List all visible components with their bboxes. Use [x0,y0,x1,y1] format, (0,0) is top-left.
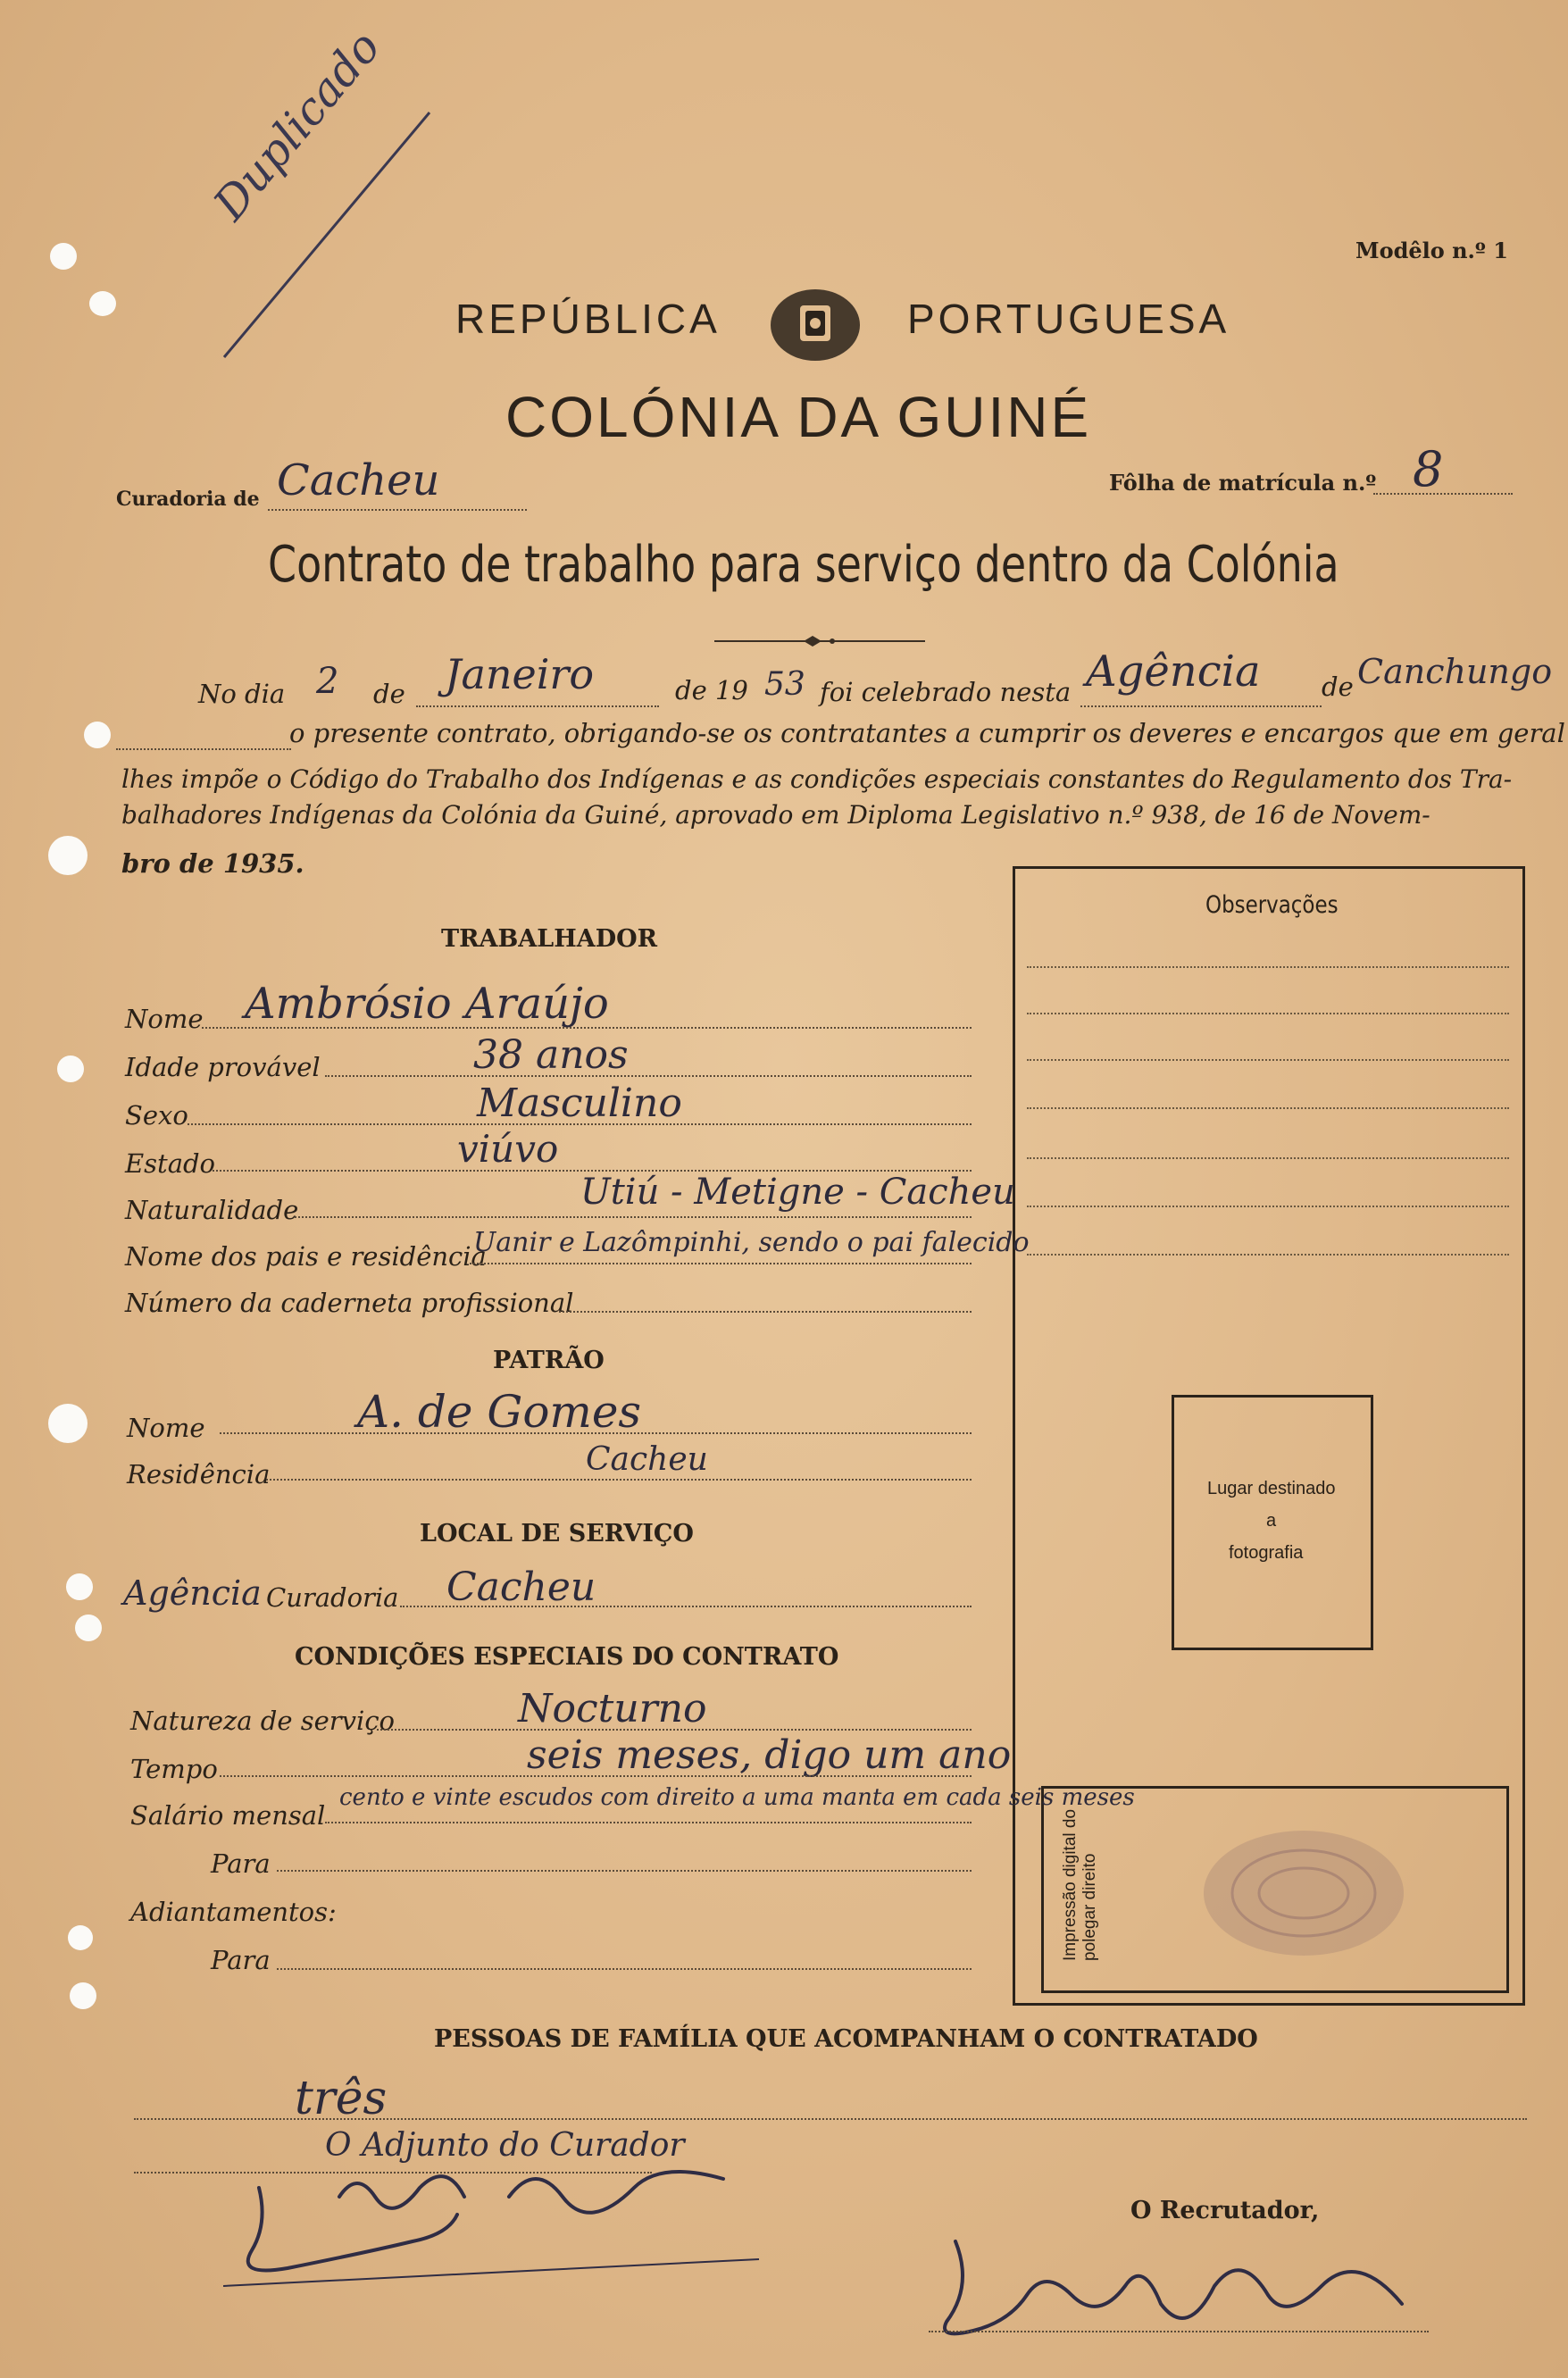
punch-hole [48,836,88,875]
intro-place2: Canchungo [1357,652,1553,691]
folha-value: 8 [1413,441,1444,497]
punch-hole [66,1573,93,1600]
patrao-nome-label: Nome [127,1413,205,1443]
title-ornament [714,632,925,650]
tempo-label: Tempo [130,1754,218,1784]
punch-hole [48,1404,88,1443]
natureza-label: Natureza de serviço [130,1706,396,1736]
familia-line2: O Adjunto do Curador [325,2127,685,2164]
naturalidade-dots [295,1216,972,1218]
adjunto-signature [223,2161,777,2295]
observacoes-heading: Observações [1205,891,1339,919]
recrutador-label: O Recrutador, [1130,2197,1320,2224]
intro-no-dia: No dia [198,679,286,709]
pais-label: Nome dos pais e residência [125,1241,487,1272]
natureza-dots [377,1729,972,1731]
observacoes-line [1027,966,1509,968]
familia-dots-1 [134,2118,1527,2120]
photo-label-1: Lugar destinado [1207,1479,1336,1498]
condicoes-heading: CONDIÇÕES ESPECIAIS DO CONTRATO [295,1643,839,1671]
local-heading: LOCAL DE SERVIÇO [420,1520,694,1548]
republica-right: PORTUGUESA [907,296,1230,342]
naturalidade-value: Utiú - Metigne - Cacheu [580,1172,1015,1213]
para-dots [277,1870,972,1872]
sexo-dots [188,1123,972,1125]
intro-de2: de [1322,672,1354,702]
intro-foi: foi celebrado nesta [820,677,1072,707]
tempo-value: seis meses, digo um ano [527,1732,1012,1778]
observacoes-line [1027,1254,1509,1256]
para2-dots [277,1968,972,1970]
estado-label: Estado [125,1148,216,1179]
intro-de-year: de 19 [675,675,748,705]
idade-label: Idade provável [125,1052,321,1082]
intro-year: 53 [764,666,805,703]
observacoes-line [1027,1013,1509,1014]
salario-label: Salário mensal [130,1800,326,1831]
familia-line1: três [295,2072,388,2125]
familia-heading: PESSOAS DE FAMÍLIA QUE ACOMPANHAM O CONTRATADO [434,2025,1258,2053]
republica-left: REPÚBLICA [455,296,721,342]
observacoes-line [1027,1157,1509,1159]
nome-dots [202,1027,972,1029]
punch-hole [50,243,77,270]
salario-dots [325,1822,972,1823]
place-dots [1080,705,1322,707]
para-label: Para [211,1848,271,1879]
intro-place: Agência [1086,647,1261,697]
month-dots [416,705,659,707]
residencia-label: Residência [127,1459,271,1489]
modelo-number: Modêlo n.º 1 [1355,238,1508,263]
nome-label: Nome [125,1004,204,1034]
punch-hole [57,1055,84,1082]
pais-dots [470,1263,972,1264]
caderneta-dots [559,1311,972,1313]
patrao-nome-dots [220,1432,972,1434]
curadoria-dots [268,509,527,511]
trabalhador-heading: TRABALHADOR [441,925,658,953]
naturalidade-label: Naturalidade [125,1195,299,1225]
patrao-heading: PATRÃO [493,1347,605,1374]
local-curadoria-label: Curadoria [266,1582,399,1613]
folha-dots [1373,493,1513,495]
recrutador-signature [920,2224,1473,2349]
folha-label: Fôlha de matrícula n.º [1109,470,1377,496]
observacoes-line [1027,1107,1509,1109]
salario-value: cento e vinte escudos com direito a uma manta em cada seis meses [339,1784,1135,1811]
residencia-value: Cacheu [586,1441,708,1478]
line2-dots [116,748,291,750]
colonia-title: COLÓNIA DA GUINÉ [505,385,1092,449]
photo-label-3: fotografia [1229,1543,1304,1563]
pais-value: Uanir e Lazômpinhi, sendo o pai falecido [473,1227,1030,1258]
contract-title: Contrato de trabalho para serviço dentro da Colónia [268,536,1339,594]
thumbprint-mark [1197,1822,1411,1965]
coat-of-arms-icon [766,284,864,366]
patrao-nome-value: A. de Gomes [357,1386,642,1438]
caderneta-label: Número da caderneta profissional [125,1288,574,1318]
curadoria-value: Cacheu [277,455,440,505]
adiantamentos-label: Adiantamentos: [130,1897,337,1927]
residencia-dots [266,1479,972,1481]
punch-hole [75,1615,102,1641]
intro-line3: lhes impõe o Código do Trabalho dos Indígenas e as condições especiais constantes do Regulamento dos Tra- [121,764,1513,794]
sexo-value: Masculino [477,1081,682,1126]
intro-day: 2 [316,661,339,702]
para2-label: Para [211,1945,271,1975]
estado-value: viúvo [457,1127,559,1171]
recrutador-dots [929,2331,1429,2332]
punch-hole [89,291,116,316]
local-dots [400,1606,972,1607]
curadoria-label: Curadoria de [116,488,260,511]
intro-line5: bro de 1935. [121,848,304,879]
tempo-dots [220,1775,972,1777]
photo-label-2: a [1266,1511,1277,1531]
punch-hole [70,1982,96,2009]
intro-month: Janeiro [445,650,595,698]
local-prefix: Agência [123,1573,262,1613]
intro-line4: balhadores Indígenas da Colónia da Guiné, aprovado em Diploma Legislativo n.º 938, de 16 de Novem- [121,800,1430,830]
local-curadoria-value: Cacheu [446,1564,596,1610]
idade-value: 38 anos [473,1032,629,1078]
natureza-value: Nocturno [518,1686,707,1731]
nome-value: Ambrósio Araújo [245,979,609,1029]
observacoes-line [1027,1059,1509,1061]
observacoes-line [1027,1206,1509,1207]
duplicado-underline [219,107,433,366]
idade-dots [325,1075,972,1077]
punch-hole [68,1925,93,1950]
intro-de1: de [373,679,405,709]
duplicado-stamp: Duplicado [204,21,391,230]
intro-line2: o presente contrato, obrigando-se os contratantes a cumprir os deveres e encargos que em geral [289,718,1565,748]
sexo-label: Sexo [125,1100,188,1131]
punch-hole [84,722,111,748]
thumbprint-label: Impressão digital do polegar direito [1061,1808,1099,1961]
